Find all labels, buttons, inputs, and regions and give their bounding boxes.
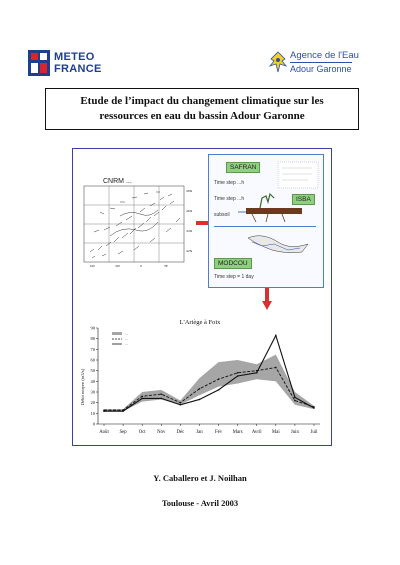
discharge-chart — [76, 312, 328, 442]
series-point — [141, 398, 143, 400]
legend-label-band: ... — [125, 332, 128, 336]
legend-label-series-1: ... — [125, 342, 128, 347]
x-tick-label: Sep — [119, 430, 127, 435]
x-tick-label: Oct — [138, 430, 146, 435]
x-tick-label: Août — [99, 430, 109, 435]
report-title-line-2: ressources en eau du bassin Adour Garonne — [99, 110, 305, 122]
series-point — [180, 404, 182, 406]
report-title-line-1: Etude de l’impact du changement climatique sur les — [80, 95, 324, 107]
chart-y-axis-label: Débit moyen (m3/s) — [80, 368, 85, 406]
x-tick-label: Juin — [290, 430, 299, 435]
legend-swatch-band — [112, 332, 122, 335]
svg-text:3E: 3E — [164, 264, 168, 268]
chart-title: L'Ariège à Foix — [179, 319, 221, 326]
svg-text:0: 0 — [140, 264, 142, 268]
isba-time-step: Time step ...h — [214, 196, 245, 202]
x-tick-label: Avril — [251, 430, 262, 435]
chart-legend — [112, 332, 128, 346]
x-tick-label: Juil — [310, 430, 318, 435]
series-point — [199, 399, 201, 401]
place-date: Toulouse - Avril 2003 — [161, 498, 239, 508]
series-point — [141, 395, 143, 397]
series-point — [160, 398, 162, 400]
y-tick-label: 50 — [90, 368, 95, 374]
y-tick-label: 0 — [92, 421, 95, 427]
svg-text:6W: 6W — [90, 264, 95, 268]
series-point — [275, 367, 277, 369]
x-tick-label: Déc — [176, 430, 185, 435]
y-tick-label: 90 — [90, 325, 95, 331]
x-tick-label: Nov — [157, 430, 166, 435]
arrow-down-icon — [262, 286, 272, 310]
safran-time-step: Time step ...h — [214, 180, 245, 186]
x-tick-label: Fév — [214, 430, 223, 435]
y-tick-label: 70 — [90, 346, 95, 352]
y-tick-label: 60 — [90, 357, 95, 363]
series-point — [218, 389, 220, 391]
series-point — [313, 407, 315, 409]
agence-eau-logo — [268, 50, 378, 76]
authors: Y. Caballero et J. Noilhan — [153, 473, 247, 483]
svg-text:42N: 42N — [186, 249, 193, 253]
chart-marks — [103, 335, 315, 412]
meteo-france-logo — [28, 50, 128, 76]
climate-model-map — [80, 172, 194, 268]
series-point — [237, 375, 239, 377]
agence-eau-mark-icon — [268, 50, 288, 74]
svg-text:44N: 44N — [186, 229, 193, 233]
x-tick-label: Mars — [232, 430, 243, 435]
series-point — [199, 388, 201, 390]
agence-eau-region: Adour Garonne — [290, 64, 352, 74]
series-point — [122, 410, 124, 412]
agence-eau-name: Agence de l'Eau — [290, 50, 359, 61]
series-point — [256, 372, 258, 374]
series-point — [294, 397, 296, 399]
meteo-france-mark-icon — [28, 50, 50, 76]
isba-label: ISBA — [292, 194, 315, 205]
series-point — [275, 335, 277, 337]
series-point — [294, 400, 296, 402]
svg-text:46N: 46N — [186, 209, 193, 213]
y-tick-label: 10 — [90, 410, 95, 416]
subsoil-label: subsoil — [214, 212, 230, 218]
series-point — [237, 372, 239, 374]
series-point — [160, 393, 162, 395]
modcou-time-step: Time step = 1 day — [214, 274, 254, 280]
y-tick-label: 20 — [90, 400, 95, 406]
y-tick-label: 80 — [90, 336, 95, 342]
series-point — [218, 378, 220, 380]
svg-text:3W: 3W — [115, 264, 120, 268]
svg-text:48N: 48N — [186, 189, 193, 193]
y-tick-label: 40 — [90, 378, 95, 384]
y-tick-label: 30 — [90, 389, 95, 395]
series-point — [103, 410, 105, 412]
series-point — [180, 402, 182, 404]
x-tick-label: Mai — [271, 430, 280, 435]
legend-label-series-0: ... — [125, 337, 128, 342]
modcou-label: MODCOU — [214, 258, 252, 269]
meteo-france-wordmark: METEO FRANCE — [54, 51, 102, 75]
report-title-box — [45, 88, 359, 130]
safran-label: SAFRAN — [226, 162, 260, 173]
map-title: CNRM ... — [103, 178, 132, 185]
x-tick-label: Jan — [196, 430, 203, 435]
